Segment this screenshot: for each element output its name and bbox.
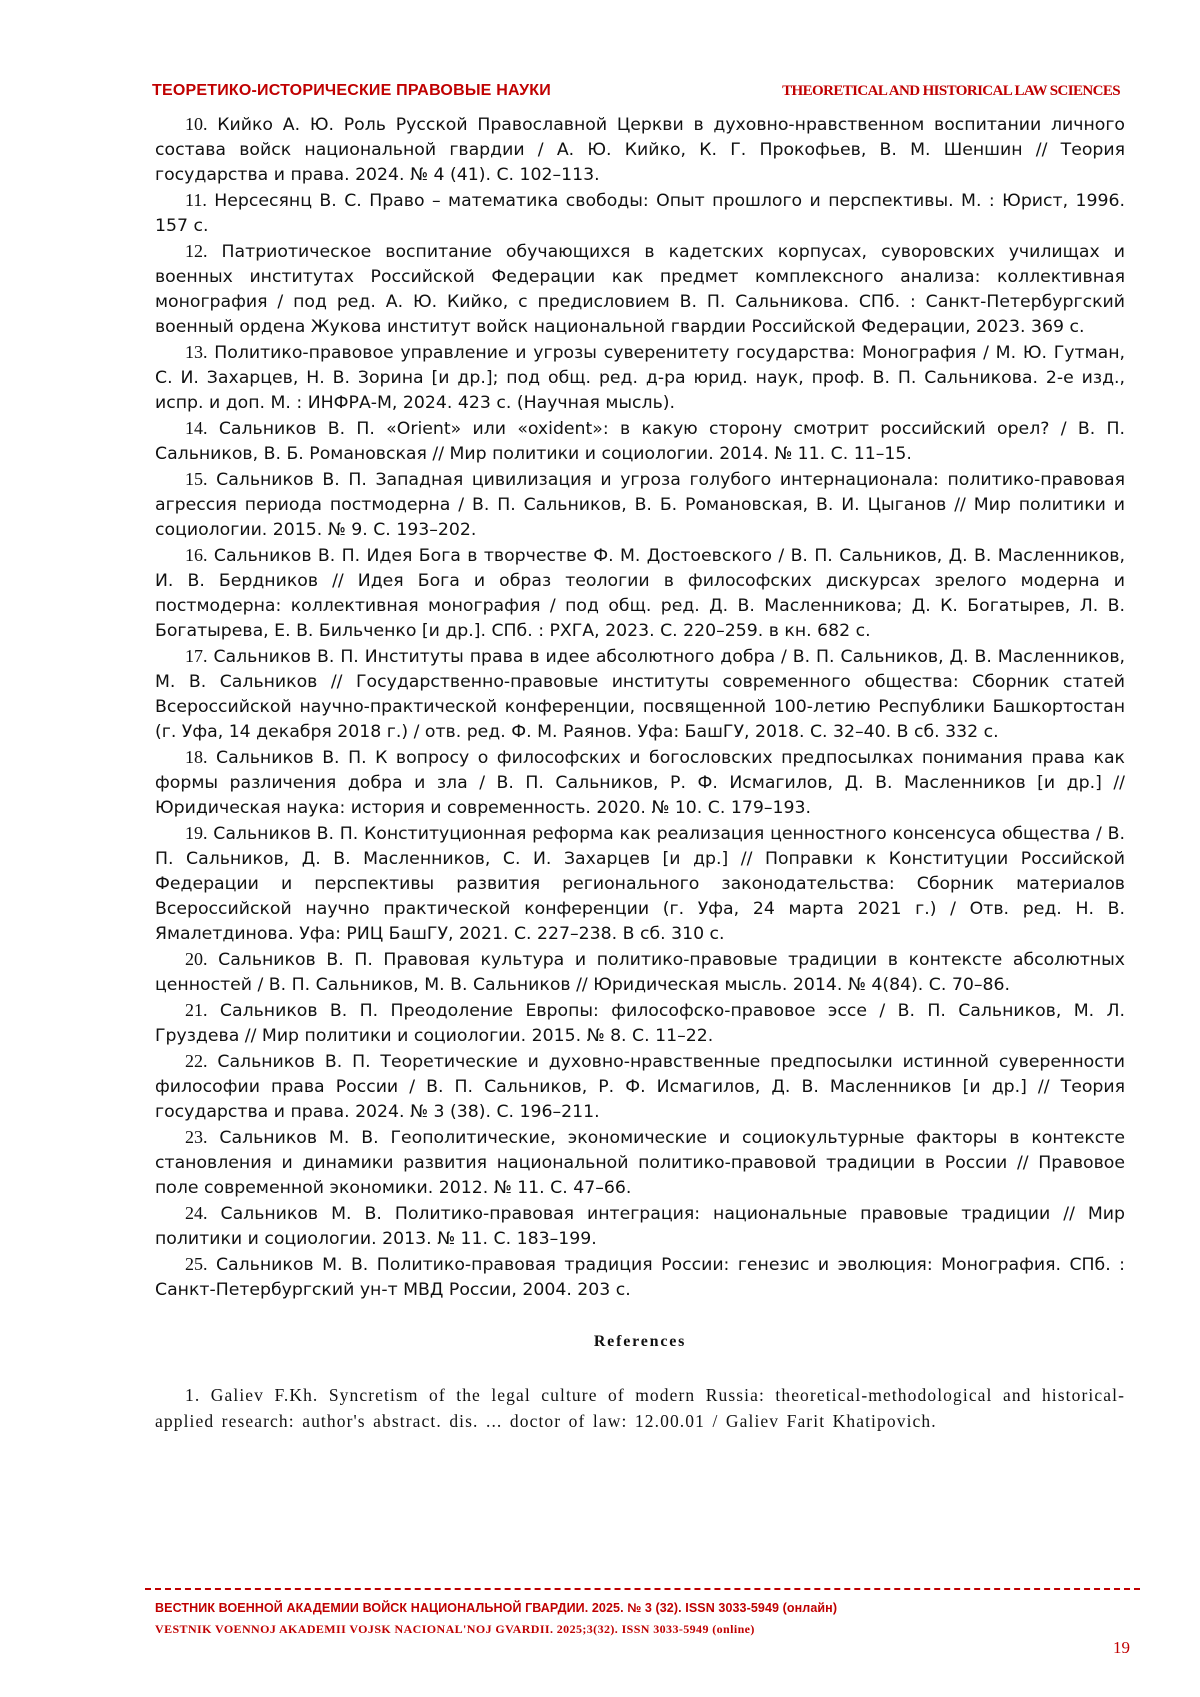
reference-text: Сальников В. П. К вопросу о философских и богословских предпосылках понимания права как формы различения добра и зла / В. П. Сальников, Р. Ф. Исмагилов, Д. В. Масленников [и др.] // Юридическая наука: история и современность. 2020. № 10. С. 179–193. [155,748,1125,818]
reference-text: Сальников В. П. Идея Бога в творчестве Ф. М. Достоевского / В. П. Сальников, Д. В. Масленников, И. В. Бердников // Идея Бога и образ теологии в философских дискурсах зрелого модерна и постмодерна: коллективная монография / под общ. ред. Д. В. Масленникова; Д. К. Богатырев, Л. В. Богатырева, Е. В. Бильченко [и др.]. СПб. : РХГА, 2023. С. 220–259. в кн. 682 с. [155,546,1125,641]
reference-item [155,239,1125,340]
reference-item [155,1252,1125,1303]
reference-number: 12. [185,241,208,261]
references-list-en [155,1382,1125,1434]
reference-item [155,340,1125,416]
reference-number: 20. [185,949,208,969]
reference-number: 14. [185,418,208,438]
reference-item [155,416,1125,467]
reference-text: Нерсесянц В. С. Право – математика свободы: Опыт прошлого и перспективы. М. : Юрист, 1996. 157 с. [155,191,1125,236]
reference-text: Сальников В. П. Институты права в идее абсолютного добра / В. П. Сальников, Д. В. Масленников, М. В. Сальников // Государственно-правовые институты современного общества: Сборник статей Всероссийской научно-практической конференции, посвященной 100-летию Республики Башкортостан (г. Уфа, 14 декабря 2018 г.) / отв. ред. Ф. М. Раянов. Уфа: БашГУ, 2018. С. 32–40. В сб. 332 с. [155,647,1125,742]
reference-item [155,1125,1125,1201]
reference-text: Сальников В. П. Западная цивилизация и угроза голубого интернационала: политико-правовая агрессия периода постмодерна / В. П. Сальников, В. Б. Романовская, В. И. Цыганов // Мир политики и социологии. 2015. № 9. С. 193–202. [155,470,1125,540]
page-number: 19 [1113,1638,1130,1657]
reference-text: Сальников В. П. Теоретические и духовно-нравственные предпосылки истинной суверенности философии права России / В. П. Сальников, Р. Ф. Исмагилов, Д. В. Масленников [и др.] // Теория государства и права. 2024. № 3 (38). С. 196–211. [155,1052,1125,1122]
reference-text: Сальников В. П. Преодоление Европы: философско-правовое эссе / В. П. Сальников, М. Л. Груздева // Мир политики и социологии. 2015. № 8. С. 11–22. [155,1001,1126,1046]
reference-text: Политико-правовое управление и угрозы суверенитету государства: Монография / М. Ю. Гутман, С. И. Захарцев, Н. В. Зорина [и др.]; под общ. ред. д-ра юрид. наук, проф. В. П. Сальникова. 2-е изд., испр. и доп. М. : ИНФРА-М, 2024. 423 с. (Научная мысль). [155,343,1126,413]
references-list-ru [155,112,1125,1303]
reference-item-en: 1. Galiev F.Kh. Syncretism of the legal culture of modern Russia: theoretical-methodological and historical-applied research: author's abstract. dis. ... doctor of law: 12.00.01 / Galiev Farit Khatipovich. [155,1385,1125,1431]
reference-number: 25. [185,1254,208,1274]
reference-number: 21. [185,1000,208,1020]
reference-text: Сальников В. П. Правовая культура и политико-правовые традиции в контексте абсолютных ценностей / В. П. Сальников, М. В. Сальников // Юридическая мысль. 2014. № 4(84). С. 70–86. [155,950,1125,995]
reference-item [155,998,1125,1049]
reference-number: 10. [185,114,208,134]
reference-text: Сальников М. В. Геополитические, экономические и социокультурные факторы в контексте становления и динамики развития национальной политико-правовой традиции в России // Правовое поле современной экономики. 2012. № 11. С. 47–66. [155,1128,1125,1198]
reference-text: Кийко А. Ю. Роль Русской Православной Церкви в духовно-нравственном воспитании личного состава войск национальной гвардии / А. Ю. Кийко, К. Г. Прокофьев, В. М. Шеншин // Теория государства и права. 2024. № 4 (41). С. 102–113. [155,115,1126,185]
reference-item [155,947,1125,998]
references-section [155,112,1125,1434]
running-header-en: THEORETICAL AND HISTORICAL LAW SCIENCES [782,83,1120,99]
reference-item [155,821,1125,947]
reference-item [155,543,1125,644]
reference-number: 15. [185,469,208,489]
reference-text: Сальников М. В. Политико-правовая традиция России: генезис и эволюция: Монография. СПб. : Санкт-Петербургский ун-т МВД России, 2004. 203 с. [155,1255,1125,1300]
footer-divider [145,1588,1140,1590]
reference-number: 24. [185,1203,208,1223]
reference-item [155,644,1125,745]
footer-journal-en: VESTNIK VOENNOJ AKADEMII VOJSK NACIONAL'NOJ GVARDII. 2025;3(32). ISSN 3033-5949 (online) [155,1622,755,1636]
references-heading: References [593,1333,687,1350]
reference-item [155,1201,1125,1252]
reference-text: Сальников В. П. «Orient» или «oxident»: в какую сторону смотрит российский орел? / В. П. Сальников, В. Б. Романовская // Мир политики и социологии. 2014. № 11. С. 11–15. [155,419,1125,464]
reference-text: Патриотическое воспитание обучающихся в кадетских корпусах, суворовских училищах и военных институтах Российской Федерации как предмет комплексного анализа: коллективная монография / под ред. А. Ю. Кийко, с предисловием В. П. Сальникова. СПб. : Санкт-Петербургский военный ордена Жукова институт войск национальной гвардии Российской Федерации, 2023. 369 с. [155,242,1126,337]
reference-number: 19. [185,823,208,843]
reference-item [155,745,1125,821]
reference-number: 22. [185,1051,208,1071]
footer-journal-ru: ВЕСТНИК ВОЕННОЙ АКАДЕМИИ ВОЙСК НАЦИОНАЛЬНОЙ ГВАРДИИ. 2025. № 3 (32). ISSN 3033-5949 (онлайн) [155,1601,838,1615]
reference-text: Сальников М. В. Политико-правовая интеграция: национальные правовые традиции // Мир политики и социологии. 2013. № 11. С. 183–199. [155,1204,1125,1249]
reference-item [155,188,1125,239]
reference-item [155,112,1125,188]
reference-number: 17. [185,646,208,666]
reference-text: Сальников В. П. Конституционная реформа как реализация ценностного консенсуса общества / В. П. Сальников, Д. В. Масленников, С. И. Захарцев [и др.] // Поправки к Конституции Российской Федерации и перспективы развития регионального законодательства: Сборник материалов Всероссийской научно практической конференции (г. Уфа, 24 марта 2021 г.) / Отв. ред. Н. В. Ямалетдинова. Уфа: РИЦ БашГУ, 2021. С. 227–238. В сб. 310 с. [155,824,1125,944]
running-header-ru: ТЕОРЕТИКО-ИСТОРИЧЕСКИЕ ПРАВОВЫЕ НАУКИ [152,82,551,99]
reference-number: 13. [185,342,208,362]
reference-number: 11. [185,190,207,210]
reference-item [155,467,1125,543]
reference-item [155,1049,1125,1125]
reference-number: 18. [185,747,208,767]
reference-number: 16. [185,545,208,565]
reference-number: 23. [185,1127,208,1147]
